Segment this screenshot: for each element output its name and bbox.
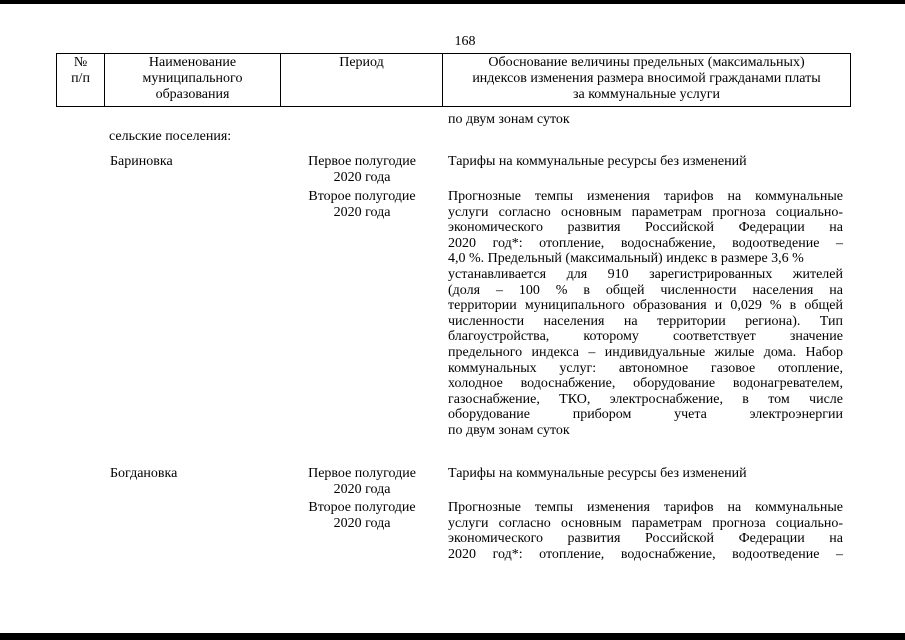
header-number-column: № п/п (57, 54, 105, 106)
paragraph-line: 4,0 %. Предельный (максимальный) индекс в размере 3,6 % (448, 251, 804, 267)
top-border (0, 0, 905, 4)
paragraph-line: газоснабжение, ТКО, электроснабжение, в том числе (448, 391, 843, 407)
paragraph-line: Прогнозные темпы изменения тарифов на коммунальные (448, 189, 843, 204)
paragraph-line: коммунальных услуг: автономное газовое отопление, (448, 360, 843, 376)
paragraph-line: (доля – 100 % в общей численности населения на (448, 282, 843, 298)
paragraph-line: Прогнозные темпы изменения тарифов на коммунальные (448, 500, 843, 515)
paragraph-line: 2020 год*: отопление, водоснабжение, водоотведение – (448, 235, 843, 251)
entry-period-second-half: Второе полугодие 2020 года (308, 500, 416, 531)
paragraph-line: по двум зонам суток (448, 422, 570, 438)
paragraph-line: устанавливается для 910 зарегистрированных жителей (448, 266, 843, 282)
entry-name-bogdanovka: Богдановка (110, 466, 178, 481)
paragraph-line: холодное водоснабжение, оборудование водонагревателем, (448, 376, 843, 392)
paragraph-line: экономического развития Российской Федерации на (448, 531, 843, 547)
entry-name-barinovka: Бариновка (110, 154, 173, 169)
entry-period-first-half: Первое полугодие 2020 года (308, 154, 416, 185)
bottom-border (0, 633, 905, 640)
entry-period-second-half: Второе полугодие 2020 года (308, 189, 416, 220)
entry-basis-second-half (448, 189, 843, 439)
paragraph-line: экономического развития Российской Федерации на (448, 220, 843, 236)
carryover-line: по двум зонам суток (448, 112, 570, 127)
entry-basis-second-half (448, 500, 843, 562)
header-basis-column: Обоснование величины предельных (максимальных) индексов изменения размера вносимой гражданами платы за коммунальные услуги (472, 55, 821, 102)
entry-basis-first-half: Тарифы на коммунальные ресурсы без изменений (448, 466, 747, 481)
paragraph-line: услуги согласно основным параметрам прогноза социально- (448, 515, 843, 531)
section-title: сельские поселения: (109, 129, 232, 144)
entry-basis-first-half: Тарифы на коммунальные ресурсы без изменений (448, 154, 747, 169)
paragraph-line: услуги согласно основным параметрам прогноза социально- (448, 204, 843, 220)
paragraph-line: оборудование прибором учета электроэнергии (448, 407, 843, 423)
entry-period-first-half: Первое полугодие 2020 года (308, 466, 416, 497)
paragraph-line: благоустройства, которому соответствует значение (448, 329, 843, 345)
paragraph-line: территории муниципального образования и 0,029 % в общей (448, 298, 843, 314)
paragraph-line: 2020 год*: отопление, водоснабжение, водоотведение – (448, 546, 843, 562)
header-name-column: Наименование муниципального образования (105, 54, 281, 106)
paragraph-line: предельного индекса – индивидуальные жилые дома. Набор (448, 344, 843, 360)
paragraph-line: численности населения на территории региона). Тип (448, 313, 843, 329)
header-period-column: Период (281, 54, 443, 106)
table-header (56, 53, 851, 107)
page-number: 168 (454, 34, 476, 49)
